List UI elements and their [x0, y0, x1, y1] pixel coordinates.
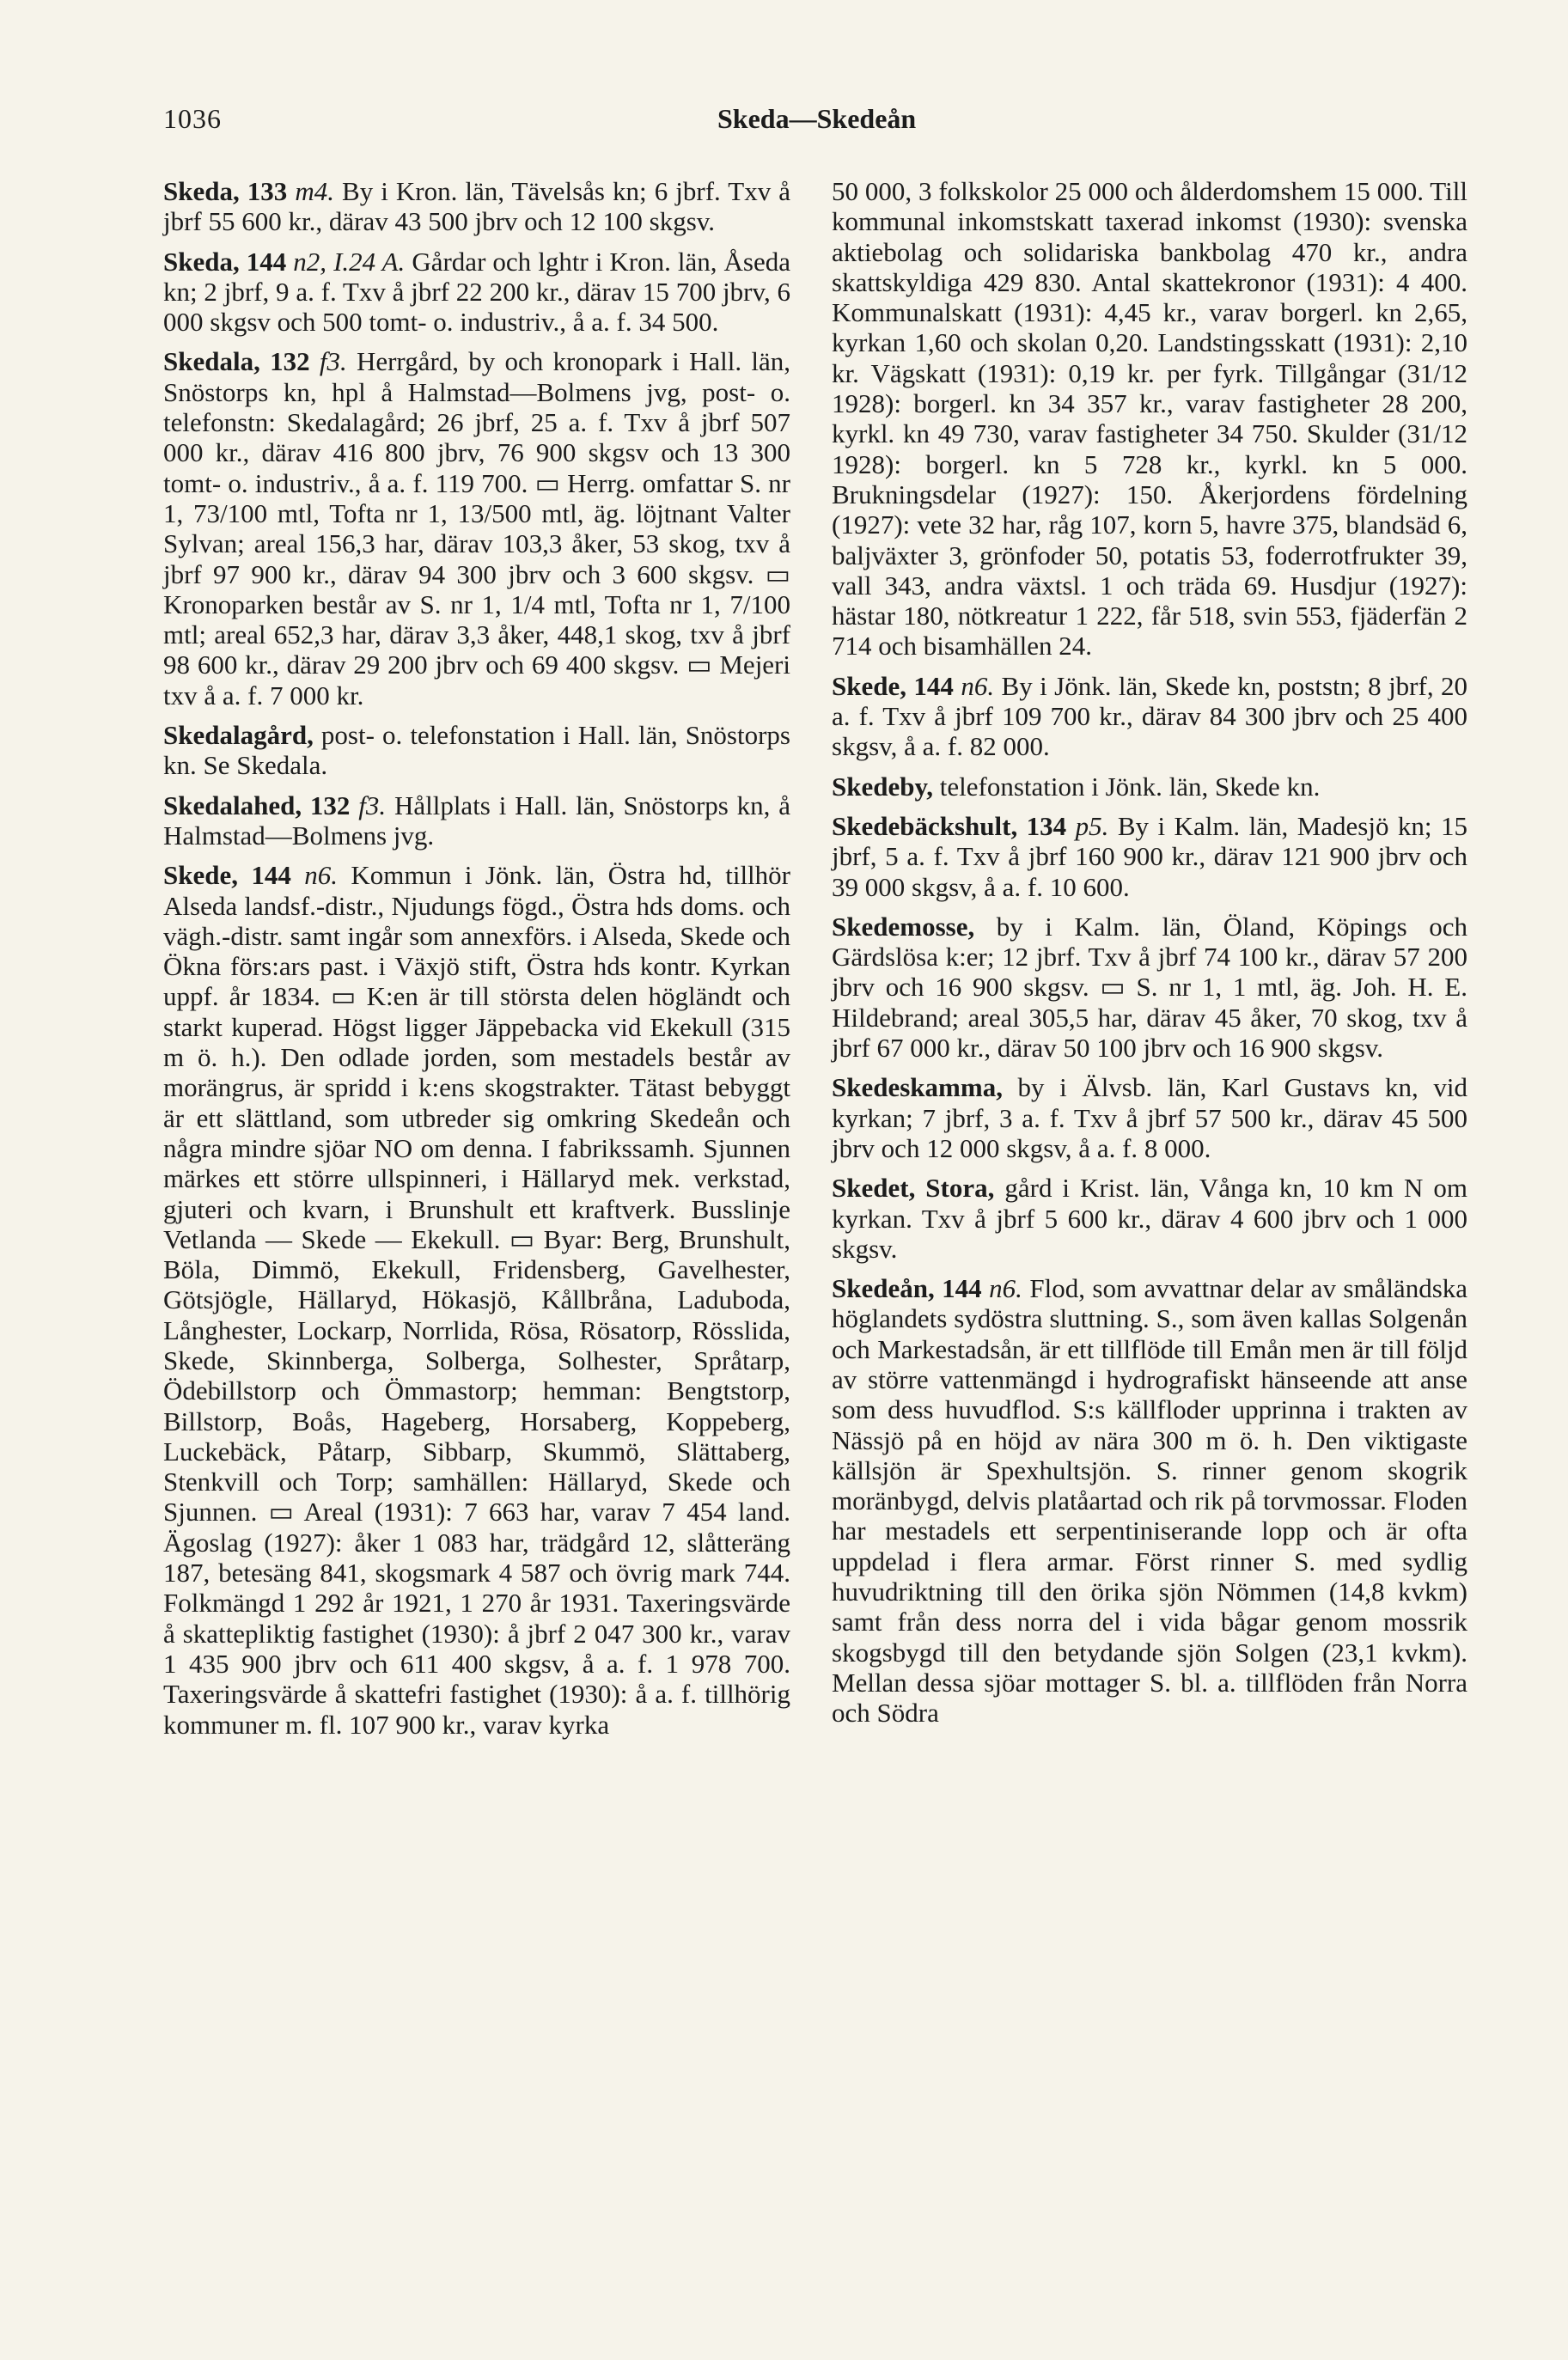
entry-headword: Skedet, Stora,	[832, 1173, 995, 1204]
running-head: Skeda—Skedeån	[717, 103, 917, 134]
entry-map-ref: f3.	[319, 346, 347, 377]
entry-text: Kommun i Jönk. län, Östra hd, tillhör Alseda landsf.-distr., Njudungs fögd., Östra hds doms. och vägh.-distr. samt ingår som annexförs. i Alseda, Skede och Ökna förs:ars past. i Växjö stift, Östra hds kontr. Kyrkan uppf. år 1834. ▭ K:en är till största delen högländt och starkt kuperad. Högst ligger Jäppebacka vid Ekekull (315 m ö. h.). Den odlade jorden, som mestadels består av morängrus, är spridd i k:ens skogstrakter. Tätast bebyggt är ett slättland, som utbreder sig omkring Skedeån och några mindre sjöar NO om denna. I fabrikssamh. Sjunnen märkes ett större ullspinneri, i Hällaryd mek. verkstad, gjuteri och kvarn, i Brunshult ett kraftverk. Busslinje Vetlanda — Skede — Ekekull. ▭ Byar: Berg, Brunshult, Böla, Dimmö, Ekekull, Fridensberg, Gavelhester, Götsjögle, Hällaryd, Hökasjö, Kållbråna, Laduboda, Långhester, Lockarp, Norrlida, Rösa, Rösatorp, Rösslida, Skede, Skinnberga, Solberga, Solhester, Språtarp, Ödebillstorp och Ömmastorp; hemman: Bengtstorp, Billstorp, Boås, Hageberg, Horsaberg, Koppeberg, Luckebäck, Påtarp, Sibbarp, Skummö, Slättaberg, Stenkvill och Torp; samhällen: Hällaryd, Skede och Sjunnen. ▭ Areal (1931): 7 663 har, varav 7 454 land. Ägoslag (1927): åker 1 083 har, trädgård 12, slåtteräng 187, betesäng 841, skogsmark 4 587 och övrig mark 744. Folkmängd 1 292 år 1921, 1 270 år 1931. Taxeringsvärde å skattepliktig fastighet (1930): å jbrf 2 047 300 kr., varav 1 435 900 jbrv och 611 400 skgsv, å a. f. 1 978 700. Taxeringsvärde å skattefri fastighet (1930): å a. f. tillhörig kommuner m. fl. 107 900 kr., varav kyrka	[163, 860, 790, 1740]
entry-headword: Skedemosse,	[832, 911, 975, 942]
dictionary-entry	[163, 346, 790, 710]
dictionary-entry	[832, 811, 1467, 902]
entry-text: By i Kalm. län, Madesjö kn; 15 jbrf, 5 a. f. Txv å jbrf 160 900 kr., därav 121 900 jbrv och 39 000 skgsv, å a. f. 10 600.	[832, 810, 1468, 902]
entry-headword: Skedeån, 144	[832, 1273, 982, 1304]
entry-text: Hållplats i Hall. län, Snöstorps kn, å Halmstad—Bolmens jvg.	[163, 790, 791, 851]
entry-headword: Skedeskamma,	[832, 1072, 1003, 1103]
dictionary-entry	[832, 1072, 1467, 1163]
entry-map-ref: n6.	[989, 1273, 1022, 1304]
entry-headword: Skede, 144	[832, 670, 954, 701]
entry-text: post- o. telefonstation i Hall. län, Snöstorps kn. Se Skedala.	[163, 720, 790, 781]
dictionary-entry	[832, 1273, 1467, 1728]
entry-map-ref: n6.	[304, 860, 339, 891]
entry-map-ref: n2, I.24 A.	[293, 246, 406, 277]
page-number: 1036	[163, 103, 222, 134]
dictionary-entry	[832, 671, 1467, 762]
left-column	[163, 176, 790, 1749]
entry-text: Flod, som avvattnar delar av småländska höglandets sydöstra sluttning. S., som även kallas Solgenån och Markestadsån, är ett tillflöde till Emån men är till följd av större vattenmängd i hydrografiskt hänseende att anse som dess huvudflod. S:s källfloder upprinna i trakten av Nässjö på en höjd av nära 300 m ö. h. Den viktigaste källsjön är Spexhultsjön. S. rinner genom skogrik moränbygd, delvis platåartad och rik på torvmossar. Floden har mestadels ett serpentiniserande lopp och är ofta uppdelad i flera armar. Först rinner S. med sydlig huvudriktning till den örika sjön Nömmen (14,8 kvkm) samt från dess norra del i vida bågar genom mossrik skogsbygd till den betydande sjön Solgen (23,1 kvkm). Mellan dessa sjöar mottager S. bl. a. tillflöden från Norra och Södra	[832, 1273, 1468, 1729]
entry-headword: Skedala, 132	[163, 346, 310, 377]
entry-headword: Skede, 144	[163, 860, 291, 891]
dictionary-entry	[163, 247, 790, 338]
entry-headword: Skedalagård,	[163, 720, 314, 751]
dictionary-entry	[163, 720, 790, 781]
dictionary-entry	[163, 790, 790, 851]
entry-text: gård i Krist. län, Vånga kn, 10 km N om kyrkan. Txv å jbrf 5 600 kr., därav 4 600 jbrv och 1 000 skgsv.	[832, 1173, 1467, 1264]
dictionary-entry	[163, 860, 790, 1740]
entry-text: Herrgård, by och kronopark i Hall. län, Snöstorps kn, hpl å Halmstad—Bolmens jvg, post- o. telefonstn: Skedalagård; 26 jbrf, 25 a. f. Txv å jbrf 507 000 kr., därav 416 800 jbrv, 76 900 skgsv och 13 300 tomt- o. industriv., å a. f. 119 700. ▭ Herrg. omfattar S. nr 1, 73/100 mtl, Tofta nr 1, 13/500 mtl, äg. löjtnant Valter Sylvan; areal 156,3 har, därav 103,3 åker, 53 skog, txv å jbrf 97 900 kr., därav 94 300 jbrv och 3 600 skgsv. ▭ Kronoparken består av S. nr 1, 1/4 mtl, Tofta nr 1, 7/100 mtl; areal 652,3 har, därav 3,3 åker, 448,1 skog, txv å jbrf 98 600 kr., därav 29 200 jbrv och 69 400 skgsv. ▭ Mejeri txv å a. f. 7 000 kr.	[163, 346, 790, 710]
entry-text: By i Jönk. län, Skede kn, poststn; 8 jbrf, 20 a. f. Txv å jbrf 109 700 kr., därav 84 300 jbrv och 25 400 skgsv, å a. f. 82 000.	[832, 670, 1467, 762]
entry-headword: Skedalahed, 132	[163, 790, 351, 820]
dictionary-entry	[832, 1173, 1467, 1264]
dictionary-entry	[832, 771, 1467, 802]
entry-headword: Skedeby,	[832, 771, 934, 802]
dictionary-entry	[163, 176, 790, 237]
entry-map-ref: p5.	[1075, 810, 1109, 841]
entry-headword: Skeda, 144	[163, 246, 287, 277]
entry-map-ref: f3.	[358, 790, 387, 820]
entry-text: Gårdar och lghtr i Kron. län, Åseda kn; 2 jbrf, 9 a. f. Txv å jbrf 22 200 kr., därav 15 700 jbrv, 6 000 skgsv och 500 tomt- o. industriv., å a. f. 34 500.	[163, 246, 791, 338]
right-column	[832, 176, 1467, 1738]
entry-text: By i Kron. län, Tävelsås kn; 6 jbrf. Txv å jbrf 55 600 kr., därav 43 500 jbrv och 12 100 skgsv.	[163, 176, 791, 237]
entry-text: 50 000, 3 folkskolor 25 000 och ålderdomshem 15 000. Till kommunal inkomstskatt taxerad inkomst (1930): svenska aktiebolag och solidariska bankbolag 470 kr., andra skattskyldiga 429 830. Antal skattekronor (1931): 4 400. Kommunalskatt (1931): 4,45 kr., varav borgerl. kn 2,65, kyrkan 1,60 och skolan 0,20. Landstingsskatt (1931): 2,10 kr. Vägskatt (1931): 0,19 kr. per fyrk. Tillgångar (31/12 1928): borgerl. kn 34 357 kr., varav fastigheter 28 200, kyrkl. kn 49 730, varav fastigheter 34 750. Skulder (31/12 1928): borgerl. kn 5 728 kr., kyrkl. kn 5 000. Brukningsdelar (1927): 150. Åkerjordens fördelning (1927): vete 32 har, råg 107, korn 5, havre 375, blandsäd 6, baljväxter 3, grönfoder 50, potatis 53, foderrotfrukter 39, vall 343, andra växtsl. 1 och träda 69. Husdjur (1927): hästar 180, nötkreatur 1 222, får 518, svin 553, fjäderfän 2 714 och bisamhällen 24.	[832, 176, 1467, 662]
entry-headword: Skedebäckshult, 134	[832, 810, 1067, 841]
entry-text: telefonstation i Jönk. län, Skede kn.	[933, 771, 1321, 802]
entry-map-ref: n6.	[961, 670, 995, 701]
entry-text: by i Älvsb. län, Karl Gustavs kn, vid kyrkan; 7 jbrf, 3 a. f. Txv å jbrf 57 500 kr., därav 45 500 jbrv och 12 000 skgsv, å a. f. 8 000.	[832, 1072, 1467, 1163]
dictionary-entry	[832, 176, 1467, 662]
page-header	[0, 103, 1568, 146]
entry-headword: Skeda, 133	[163, 176, 288, 206]
dictionary-entry	[832, 912, 1467, 1063]
entry-map-ref: m4.	[295, 176, 334, 206]
entry-text: by i Kalm. län, Öland, Köpings och Gärdslösa k:er; 12 jbrf. Txv å jbrf 74 100 kr., därav 57 200 jbrv och 16 900 skgsv. ▭ S. nr 1, 1 mtl, äg. Joh. H. E. Hildebrand; areal 305,5 har, därav 45 åker, 70 skog, txv å jbrf 67 000 kr., därav 50 100 jbrv och 16 900 skgsv.	[832, 911, 1467, 1064]
